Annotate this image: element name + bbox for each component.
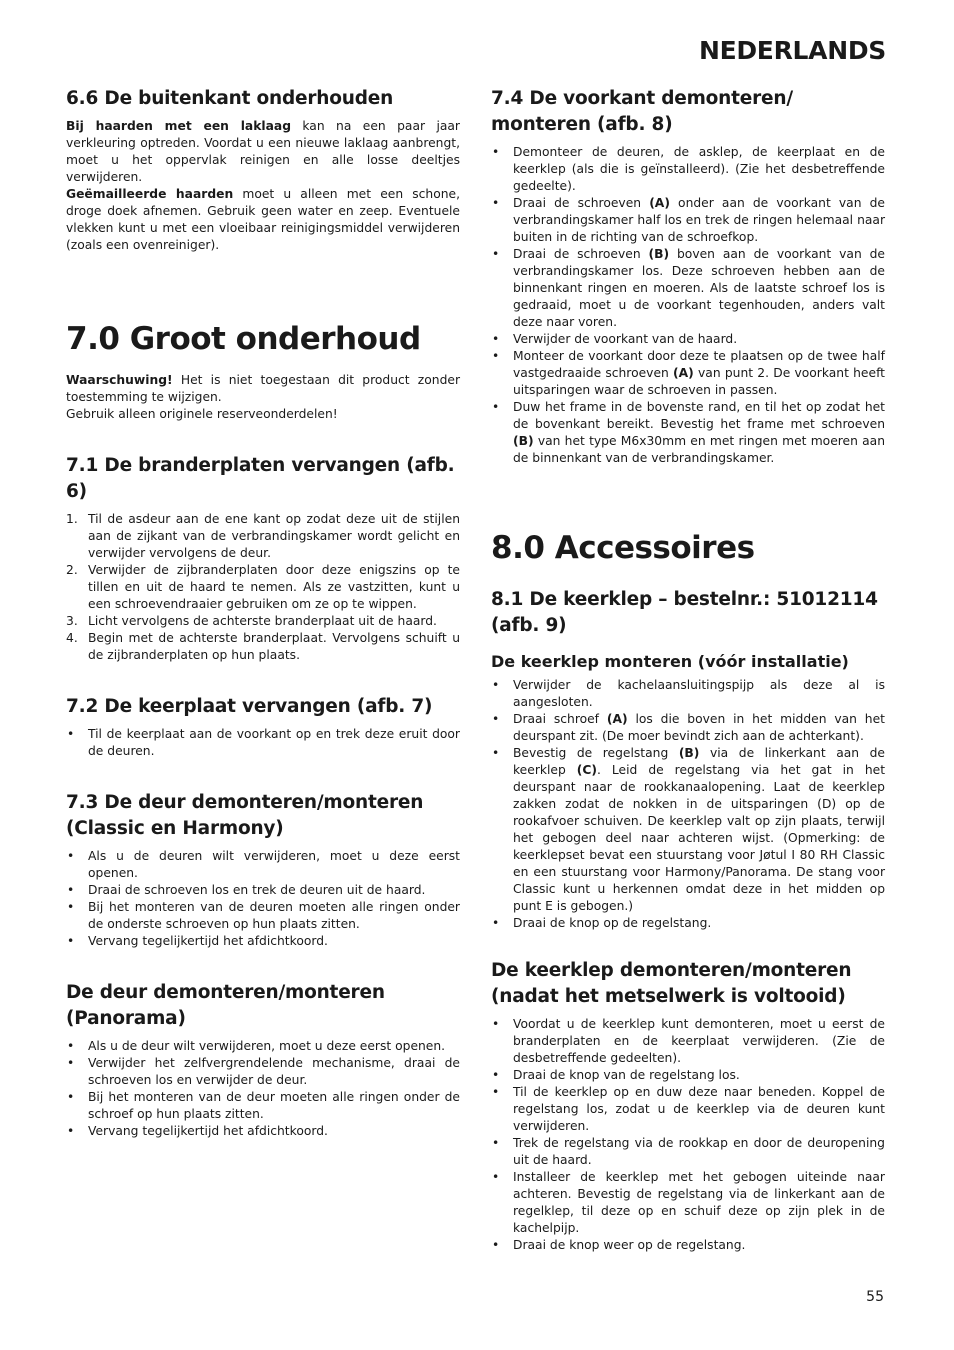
section-title: 7.1 De branderplaten vervangen (afb. 6): [66, 455, 455, 502]
bold-lead: Geëmailleerde haarden: [66, 187, 234, 201]
item-text: boven aan de voorkant van de verbrandingskamer los. Deze schroeven hebben aan de binnenkant ringen en moeren. Als de laatste schroef los is gedraaid, moet u de voorkant tegenhouden, anders valt deze naar voren.: [513, 247, 885, 329]
section-title: De keerklep demonteren/monteren (nadat het metselwerk is voltooid): [491, 960, 852, 1007]
item-text: Duw het frame in de bovenste rand, en til het op zodat het de bovenkant bereikt. Bevestig het frame met schroeven: [513, 400, 885, 431]
item-text: onder aan de voorkant van de verbrandingskamer half los en trek de ringen helemaal naar buiten in de richting van de schroefkop.: [513, 196, 885, 244]
item-text: Demonteer de deuren, de asklep, de keerplaat en de keerklep (als die is geïnstalleerd). (Zie het desbetreffende gedeelte).: [513, 145, 885, 193]
section-title: 8.1 De keerklep – bestelnr.: 51012114 (afb. 9): [491, 589, 878, 636]
list-item: [491, 331, 885, 348]
paragraph-text: Het is niet toegestaan dit product zonder toestemming te wijzigen.: [66, 373, 460, 404]
item-text: los die boven in het midden van het deurspant zit. (De moer bevindt zich aan de achterkant).: [513, 712, 885, 743]
list-item: • Draai de knop van de regelstang los.: [491, 1067, 885, 1084]
section-title: 7.3 De deur demonteren/monteren (Classic en Harmony): [66, 792, 424, 839]
section-8-0: [491, 529, 885, 567]
paragraph: [66, 186, 460, 254]
list-item: [491, 677, 885, 711]
warning-label: Waarschuwing!: [66, 373, 173, 387]
item-text: . Leid de regelstang via het gat in het deurspant naar de rookkanaalopening. Laat de keerklep zakken zodat de nokken in de uitsparingen (D) op de rookafvoer schuiven. De keerklep valt op zijn plaats, terwijl het gebogen deel naar achteren wijst. (Opmerking: de keerklepset bevat een stuurstang voor Jøtul I 80 RH Classic en een stuurstang voor Harmony/Panorama. De stang voor Classic kunt u herkennen omdat deze in het midden op punt E is gebogen.): [513, 763, 886, 913]
list-item: • Vervang tegelijkertijd het afdichtkoord.: [66, 1123, 460, 1140]
part-label: (B): [513, 434, 534, 448]
item-number: 2.: [66, 563, 78, 577]
chapter-title: 8.0 Accessoires: [491, 530, 755, 566]
section-title: 7.4 De voorkant demonteren/ monteren (afb. 8): [491, 88, 793, 135]
part-label: (A): [649, 196, 670, 210]
section-panorama: [66, 980, 460, 1140]
paragraph-text: moet u alleen met een schone, droge doek afnemen. Gebruik geen water en zeep. Eventuele vlekken kunt u met een vloeibaar reinigingsmiddel verwijderen (zoals een ovenreiniger).: [66, 187, 460, 252]
list-item: [491, 195, 885, 246]
bullet-list: [66, 848, 460, 950]
item-text: Draai schroef: [513, 712, 607, 726]
item-number: 1.: [66, 512, 78, 526]
list-item: [66, 511, 460, 562]
paragraph: Gebruik alleen originele reserveonderdelen!: [66, 407, 338, 421]
item-text: Bevestig de regelstang: [513, 746, 679, 760]
section-title: De deur demonteren/monteren (Panorama): [66, 982, 385, 1029]
list-item: • Bij het monteren van de deur moeten alle ringen onder de schroef op hun plaats zitten.: [66, 1089, 460, 1123]
chapter-title: 7.0 Groot onderhoud: [66, 321, 421, 357]
bullet-list: [491, 1016, 885, 1254]
item-text: Draai de schroeven: [513, 247, 649, 261]
item-text: via de linkerkant aan de keerklep: [513, 746, 885, 777]
bold-lead: Bij haarden met een laklaag: [66, 119, 291, 133]
list-item: [491, 348, 885, 399]
list-item: • Installeer de keerklep met het gebogen uiteinde naar achteren. Bevestig de regelstang via de linkerkant aan de regelklep, til deze op en schuif deze op zijn plek in de kachelpijp.: [491, 1169, 885, 1237]
section-7-0: [66, 320, 460, 423]
section-7-2: [66, 694, 460, 760]
list-item: [491, 915, 885, 932]
section-6-6: [66, 86, 460, 254]
list-item: • Bij het monteren van de deuren moeten alle ringen onder de onderste schroeven op hun plaats zitten.: [66, 899, 460, 933]
right-column: [491, 86, 885, 1254]
item-text: van punt 2. De voorkant heeft uitsparingen waar de schroeven in passen.: [513, 366, 885, 397]
list-item: [66, 562, 460, 613]
list-item: [491, 399, 885, 467]
part-label: (C): [576, 763, 598, 777]
item-text: Verwijder de zijbranderplaten door deze enigszins op te tillen en uit de haard te nemen. Als ze vastzitten, kunt u een schroevendraaier gebruiken om ze op te wippen.: [88, 563, 460, 611]
item-text: Draai de knop op de regelstang.: [513, 916, 712, 930]
paragraph: [66, 118, 460, 186]
list-item: • Til de keerklep op en duw deze naar beneden. Koppel de regelstang los, zodat u de keerklep via de deuren kunt verwijderen.: [491, 1084, 885, 1135]
list-item: • Voordat u de keerklep kunt demonteren, moet u eerst de branderplaten en de keerplaat verwijderen. (Zie de desbetreffende gedeelten).: [491, 1016, 885, 1067]
list-item: [66, 613, 460, 630]
bullet-list: [66, 726, 460, 760]
bullet-list: [66, 1038, 460, 1140]
item-text: Draai de schroeven: [513, 196, 650, 210]
item-text: Begin met de achterste branderplaat. Vervolgens schuift u de zijbranderplaten op hun plaats.: [88, 631, 460, 662]
list-item: • Trek de regelstang via de rookkap en door de deuropening uit de haard.: [491, 1135, 885, 1169]
subsection-title: De keerklep monteren (vóór installatie): [491, 652, 849, 671]
bullet-list: [491, 677, 885, 932]
list-item: [66, 630, 460, 664]
paragraph-text: kan na een paar jaar verkleuring optreden. Voordat u een nieuwe laklaag aanbrengt, moet u het oppervlak reinigen en alle losse deeltjes verwijderen.: [66, 119, 460, 184]
section-title: 6.6 De buitenkant onderhouden: [66, 88, 394, 109]
item-text: Verwijder de kachelaansluitingspijp als deze al is aangesloten.: [513, 678, 885, 709]
section-8-1: [491, 587, 885, 1254]
list-item: • Als u de deur wilt verwijderen, moet u deze eerst openen.: [66, 1038, 460, 1055]
page-number: 55: [866, 1289, 884, 1305]
list-item: [491, 711, 885, 745]
section-7-4: [491, 86, 885, 467]
item-number: 3.: [66, 614, 78, 628]
left-column: [66, 86, 460, 1140]
list-item: [491, 745, 885, 915]
item-text: Verwijder de voorkant van de haard.: [513, 332, 738, 346]
item-number: 4.: [66, 631, 78, 645]
bullet-list: [491, 144, 885, 467]
part-label: (A): [673, 366, 694, 380]
list-item: • Vervang tegelijkertijd het afdichtkoord.: [66, 933, 460, 950]
section-7-3: [66, 790, 460, 950]
list-item: • Draai de schroeven los en trek de deuren uit de haard.: [66, 882, 460, 899]
list-item: • Til de keerplaat aan de voorkant op en trek deze eruit door de deuren.: [66, 726, 460, 760]
item-text: van het type M6x30mm en met ringen met moeren aan de binnenkant van de verbrandingskamer.: [513, 434, 885, 465]
section-7-1: [66, 453, 460, 664]
list-item: [491, 246, 885, 331]
list-item: • Verwijder het zelfvergrendelende mechanisme, draai de schroeven los en verwijder de deur.: [66, 1055, 460, 1089]
numbered-list: [66, 511, 460, 664]
part-label: (B): [678, 746, 700, 760]
language-header: NEDERLANDS: [698, 36, 886, 65]
section-title: 7.2 De keerplaat vervangen (afb. 7): [66, 696, 433, 717]
part-label: (B): [648, 247, 670, 261]
list-item: • Als u de deuren wilt verwijderen, moet u deze eerst openen.: [66, 848, 460, 882]
item-text: Til de asdeur aan de ene kant op zodat deze uit de stijlen aan de zijkant van de verbrandingskamer wordt gelicht en verwijder vervolgens de deur.: [88, 512, 460, 560]
item-text: Monteer de voorkant door deze te plaatsen op de twee half vastgedraaide schroeven: [513, 349, 885, 380]
warning-paragraph: [66, 372, 460, 406]
list-item: [491, 144, 885, 195]
list-item: • Draai de knop weer op de regelstang.: [491, 1237, 885, 1254]
item-text: Licht vervolgens de achterste branderplaat uit de haard.: [88, 614, 437, 628]
part-label: (A): [606, 712, 628, 726]
